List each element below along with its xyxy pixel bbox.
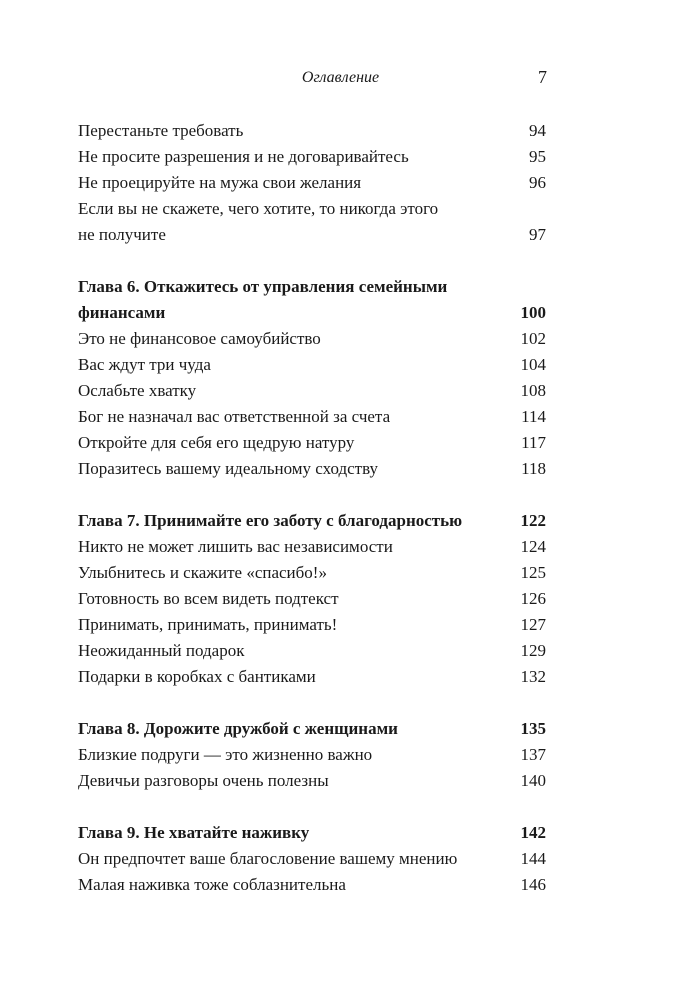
toc-entry-page: 140 — [520, 771, 546, 790]
toc-entry-title: Принимать, принимать, принимать! — [78, 615, 338, 634]
chapter-page: 100 — [520, 303, 546, 322]
toc-entry-title: Вас ждут три чуда — [78, 355, 211, 374]
chapter-heading-9[interactable] — [78, 820, 546, 846]
chapter-page: 135 — [520, 719, 546, 738]
toc-entry[interactable] — [78, 118, 546, 144]
toc-entry[interactable] — [78, 742, 546, 768]
toc-entry-title: Не проецируйте на мужа свои желания — [78, 173, 362, 192]
toc-entry[interactable] — [78, 872, 546, 898]
toc-entry-page: 97 — [529, 225, 546, 244]
toc-entry[interactable] — [78, 768, 546, 794]
toc-entry-page: 137 — [520, 745, 546, 764]
chapter-title: Глава 8. Дорожите дружбой с женщинами — [78, 719, 398, 738]
toc-entry-page: 127 — [520, 615, 546, 634]
toc-entry-page: 118 — [521, 459, 546, 478]
toc-entry[interactable] — [78, 352, 546, 378]
toc-entry-page: 129 — [520, 641, 546, 660]
toc-entry-page: 146 — [520, 875, 546, 894]
toc-entry-page: 126 — [520, 589, 546, 608]
toc-entry-page: 96 — [529, 173, 546, 192]
toc-entry-page: 94 — [529, 121, 546, 140]
toc-entry-title: Поразитесь вашему идеальному сходству — [78, 459, 379, 478]
toc-entry-line1[interactable] — [78, 196, 546, 222]
toc-entry-page: 95 — [529, 147, 546, 166]
toc-entry-page: 102 — [520, 329, 546, 348]
toc-entry-title: Готовность во всем видеть подтекст — [78, 589, 339, 608]
toc-entry-title: Никто не может лишить вас независимости — [78, 537, 393, 556]
chapter-title: Глава 6. Откажитесь от управления семейными — [78, 277, 448, 296]
chapter-heading-6-line2[interactable] — [78, 300, 546, 326]
chapter-heading-7[interactable] — [78, 508, 546, 534]
toc-entry-page: 104 — [520, 355, 546, 374]
chapter-title: Глава 9. Не хватайте наживку — [78, 823, 310, 842]
toc-entry-title: Он предпочтет ваше благословение вашему мнению — [78, 849, 458, 868]
toc-entry-page: 108 — [520, 381, 546, 400]
toc-entry-title: Перестаньте требовать — [78, 121, 244, 140]
toc-entry-title: Неожиданный подарок — [78, 641, 245, 660]
toc-entry-title: Не просите разрешения и не договаривайтесь — [78, 147, 409, 166]
toc-entry[interactable] — [78, 664, 546, 690]
chapter-heading-8[interactable] — [78, 716, 546, 742]
chapter-page: 142 — [520, 823, 546, 842]
toc-entry-title: Улыбнитесь и скажите «спасибо!» — [78, 563, 327, 582]
toc-entry-title: Это не финансовое самоубийство — [78, 329, 321, 348]
toc-entry[interactable] — [78, 456, 546, 482]
toc-entry[interactable] — [78, 430, 546, 456]
toc-entry-title: Ослабьте хватку — [78, 381, 197, 400]
chapter-title: Глава 7. Принимайте его заботу с благодарностью — [78, 511, 463, 530]
toc-entry-page: 117 — [521, 433, 546, 452]
page-number: 7 — [538, 67, 547, 87]
toc-entry-title-cont: не получите — [78, 225, 166, 244]
toc-entry[interactable] — [78, 170, 546, 196]
toc-entry-title: Если вы не скажете, чего хотите, то никогда этого — [78, 199, 439, 218]
table-of-contents — [78, 118, 546, 898]
chapter-heading-6-line1[interactable] — [78, 274, 546, 300]
toc-entry-title: Откройте для себя его щедрую натуру — [78, 433, 355, 452]
toc-entry[interactable] — [78, 326, 546, 352]
toc-entry-line2[interactable] — [78, 222, 546, 248]
toc-entry-title: Бог не назначал вас ответственной за счета — [78, 407, 391, 426]
toc-entry-page: 125 — [520, 563, 546, 582]
chapter-title-cont: финансами — [78, 303, 166, 322]
chapter-page: 122 — [520, 511, 546, 530]
running-title: Оглавление — [301, 69, 380, 86]
toc-entry[interactable] — [78, 560, 546, 586]
toc-entry[interactable] — [78, 534, 546, 560]
toc-entry[interactable] — [78, 846, 546, 872]
toc-entry[interactable] — [78, 612, 546, 638]
toc-entry-title: Близкие подруги — это жизненно важно — [78, 745, 373, 764]
toc-entry[interactable] — [78, 144, 546, 170]
toc-entry[interactable] — [78, 378, 546, 404]
toc-entry[interactable] — [78, 404, 546, 430]
toc-entry[interactable] — [78, 638, 546, 664]
toc-entry-title: Подарки в коробках с бантиками — [78, 667, 316, 686]
toc-entry-page: 132 — [520, 667, 546, 686]
toc-entry-page: 114 — [521, 407, 546, 426]
toc-entry-title: Малая наживка тоже соблазнительна — [78, 875, 346, 894]
toc-entry-page: 124 — [520, 537, 546, 556]
toc-entry[interactable] — [78, 586, 546, 612]
toc-entry-title: Девичьи разговоры очень полезны — [78, 771, 329, 790]
toc-entry-page: 144 — [520, 849, 546, 868]
